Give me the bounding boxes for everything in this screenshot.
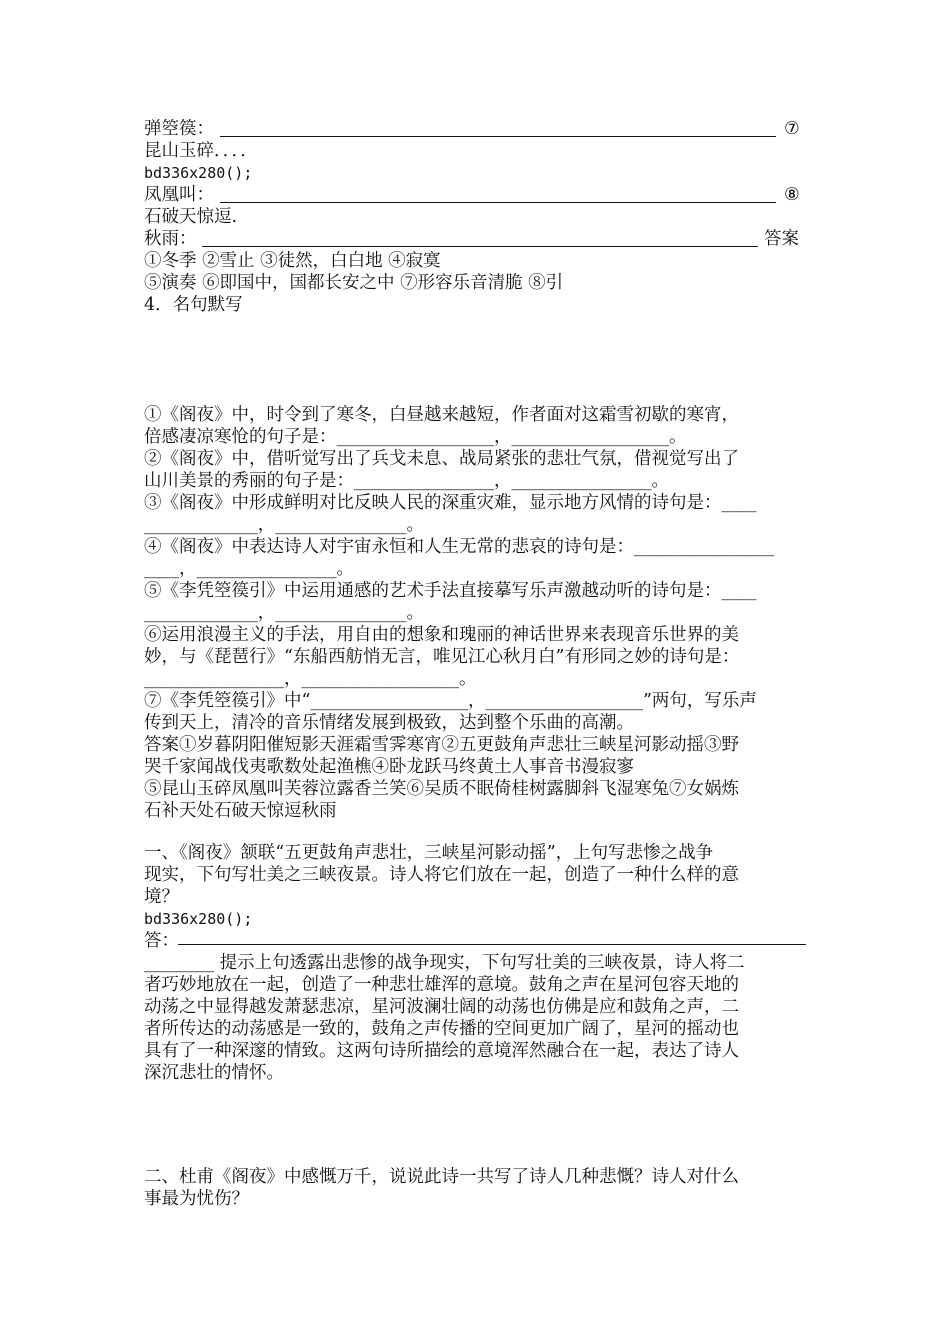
- answer-line: [202, 246, 758, 247]
- hint-line-1: ________ 提示上句透露出悲惨的战争现实，下句写壮美的三峡夜景，诗人将二: [144, 953, 745, 973]
- question-7-line-2: 传到天上，清冷的音乐情绪发展到极致，达到整个乐曲的高潮。: [144, 713, 634, 733]
- hint-line-3: 动荡之中显得越发萧瑟悲凉，星河波澜壮阔的动荡也仿佛是应和鼓角之声，二: [144, 997, 739, 1017]
- answer-4-line-2: 哭千家闻战伐夷歌数处起渔樵④卧龙跃马终黄土人事音书漫寂寥: [144, 757, 634, 777]
- essay-question-1-line-3: 境？: [144, 887, 179, 907]
- essay-question-2-line-1: 二、杜甫《阁夜》中感慨万千，说说此诗一共写了诗人几种悲慨？诗人对什么: [144, 1167, 739, 1187]
- question-3-line-2: _____________，_______________。: [144, 515, 424, 535]
- answer-4-line-3: ⑤昆山玉碎凤凰叫芙蓉泣露香兰笑⑥吴质不眠倚桂树露脚斜飞湿寒兔⑦女娲炼: [144, 779, 739, 799]
- question-6-line-1: ⑥运用浪漫主义的手法，用自由的想象和瑰丽的神话世界来表现音乐世界的美: [144, 625, 739, 645]
- essay-question-1-line-2: 现实，下句写壮美之三峡夜景。诗人将它们放在一起，创造了一种什么样的意: [144, 865, 739, 885]
- question-2-line-1: ②《阁夜》中，借听觉写出了兵戈未息、战局紧张的悲壮气氛，借视觉写出了: [144, 449, 739, 469]
- question-7-line-1: ⑦《李凭箜篌引》中“__________________，__________________”两句，写乐声: [144, 691, 757, 711]
- item-fenghuang: 凤凰叫：: [144, 185, 214, 205]
- question-5-line-2: _____________，_______________。: [144, 603, 424, 623]
- question-4-line-1: ④《阁夜》中表达诗人对宇宙永恒和人生无常的悲哀的诗句是：________________: [144, 537, 774, 557]
- essay-question-2-line-2: 事最为忧伤？: [144, 1189, 249, 1209]
- hint-line-6: 深沉悲壮的情怀。: [144, 1063, 284, 1083]
- answer-prefix: 答：: [144, 931, 179, 951]
- answer-line-2: ⑤演奏 ⑥即国中，国都长安之中 ⑦形容乐音清脆 ⑧引: [144, 273, 564, 293]
- section-heading-4: 4．名句默写: [144, 295, 243, 315]
- answer-line: [220, 202, 776, 203]
- question-1-line-1: ①《阁夜》中，时令到了寒冬，白昼越来越短，作者面对这霜雪初歇的寒宵，: [144, 405, 739, 425]
- question-6-line-3: ________________，__________________。: [144, 669, 477, 689]
- answer-label: 答案: [764, 229, 799, 249]
- item-number-7: ⑦: [784, 119, 800, 139]
- ad-script-text: bd336x280();: [144, 910, 253, 928]
- essay-question-1-line-1: 一、《阁夜》颔联“五更鼓角声悲壮，三峡星河影动摇”，上句写悲惨之战争: [144, 843, 714, 863]
- answer-line: [178, 944, 806, 945]
- hint-line-4: 者所传达的动荡感是一致的，鼓角之声传播的空间更加广阔了，星河的摇动也: [144, 1019, 739, 1039]
- question-6-line-2: 妙，与《琵琶行》“东船西舫悄无言，唯见江心秋月白”有形同之妙的诗句是：: [144, 647, 740, 667]
- answer-line: [220, 136, 776, 137]
- question-4-line-2: ____，________________。: [144, 559, 354, 579]
- phrase-kunshan: 昆山玉碎．．．．: [144, 141, 258, 161]
- answer-line-1: ①冬季 ②雪止 ③徒然，白白地 ④寂寞: [144, 251, 441, 271]
- hint-line-5: 具有了一种深邃的情致。这两句诗所描绘的意境浑然融合在一起，表达了诗人: [144, 1041, 739, 1061]
- question-3-line-1: ③《阁夜》中形成鲜明对比反映人民的深重灾难，显示地方风情的诗句是：____: [144, 493, 757, 513]
- answer-4-line-4: 石补天处石破天惊逗秋雨: [144, 801, 337, 821]
- question-5-line-1: ⑤《李凭箜篌引》中运用通感的艺术手法直接摹写乐声激越动听的诗句是：____: [144, 581, 757, 601]
- ad-script-text: bd336x280();: [144, 164, 253, 182]
- question-2-line-2: 山川美景的秀丽的句子是：________________，________________。: [144, 471, 669, 491]
- question-1-line-2: 倍感凄凉寒怆的句子是：__________________，__________________。: [144, 427, 687, 447]
- item-qiuyu: 秋雨：: [144, 229, 197, 249]
- item-number-8: ⑧: [784, 185, 800, 205]
- phrase-shipo: 石破天惊逗.: [144, 207, 238, 227]
- answer-4-line-1: 答案①岁暮阴阳催短影天涯霜雪霁寒宵②五更鼓角声悲壮三峡星河影动摇③野: [144, 735, 739, 755]
- item-tanhou: 弹箜篌：: [144, 119, 214, 139]
- hint-line-2: 者巧妙地放在一起，创造了一种悲壮雄浑的意境。鼓角之声在星河包容天地的: [144, 975, 739, 995]
